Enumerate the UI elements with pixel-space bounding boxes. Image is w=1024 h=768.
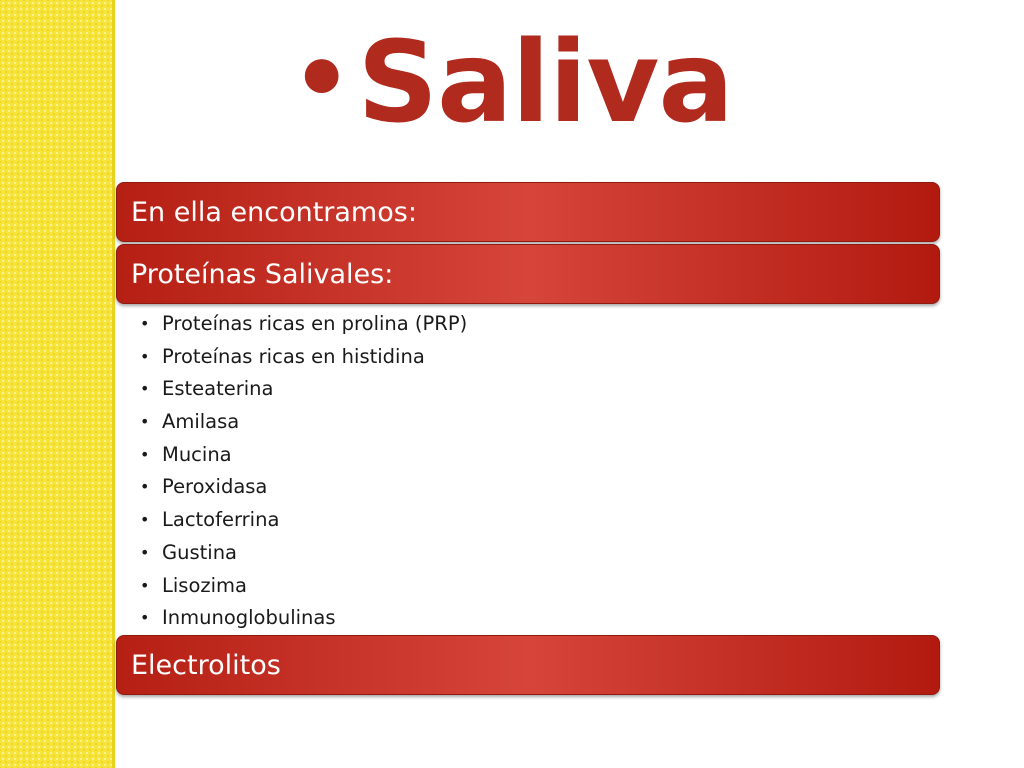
bullet-icon: • <box>140 412 150 432</box>
bullet-icon: • <box>140 542 150 562</box>
bullet-icon: • <box>140 379 150 399</box>
bullet-icon: • <box>140 346 150 366</box>
bullet-icon: • <box>140 608 150 628</box>
list-item <box>140 537 467 570</box>
title-text: Saliva <box>357 18 733 148</box>
list-item-text: Lisozima <box>162 573 247 597</box>
list-item <box>140 570 467 603</box>
list-item-text: Amilasa <box>162 410 240 434</box>
list-item-text: Esteaterina <box>162 377 274 401</box>
bullet-icon: • <box>140 477 150 497</box>
list-item <box>140 308 467 341</box>
list-item <box>140 471 467 504</box>
list-item <box>140 341 467 374</box>
bullet-icon: • <box>140 444 150 464</box>
list-item-text: Lactoferrina <box>162 508 280 532</box>
list-item-text: Mucina <box>162 442 232 466</box>
list-item-text: Peroxidasa <box>162 475 268 499</box>
list-item <box>140 602 467 635</box>
list-item <box>140 504 467 537</box>
list-item <box>140 406 467 439</box>
bullet-icon: • <box>140 314 150 333</box>
heading-bar-en-ella <box>116 182 940 242</box>
heading-bar-proteinas <box>116 244 940 304</box>
list-item <box>140 373 467 406</box>
list-item-text: Proteínas ricas en prolina (PRP) <box>162 312 468 335</box>
bullet-icon: • <box>140 510 150 530</box>
list-item <box>140 439 467 472</box>
list-item-text: Inmunoglobulinas <box>162 606 336 630</box>
heading-bar-label: En ella encontramos: <box>131 196 417 228</box>
title-bullet: • <box>291 23 352 135</box>
bullet-icon: • <box>140 575 150 595</box>
heading-bar-label: Electrolitos <box>131 649 281 681</box>
list-item-text: Proteínas ricas en histidina <box>162 344 425 368</box>
heading-bar-electrolitos <box>116 635 940 695</box>
protein-list <box>140 308 467 635</box>
slide-title <box>0 18 1024 148</box>
heading-bar-label: Proteínas Salivales: <box>131 258 394 290</box>
list-item-text: Gustina <box>162 540 238 564</box>
